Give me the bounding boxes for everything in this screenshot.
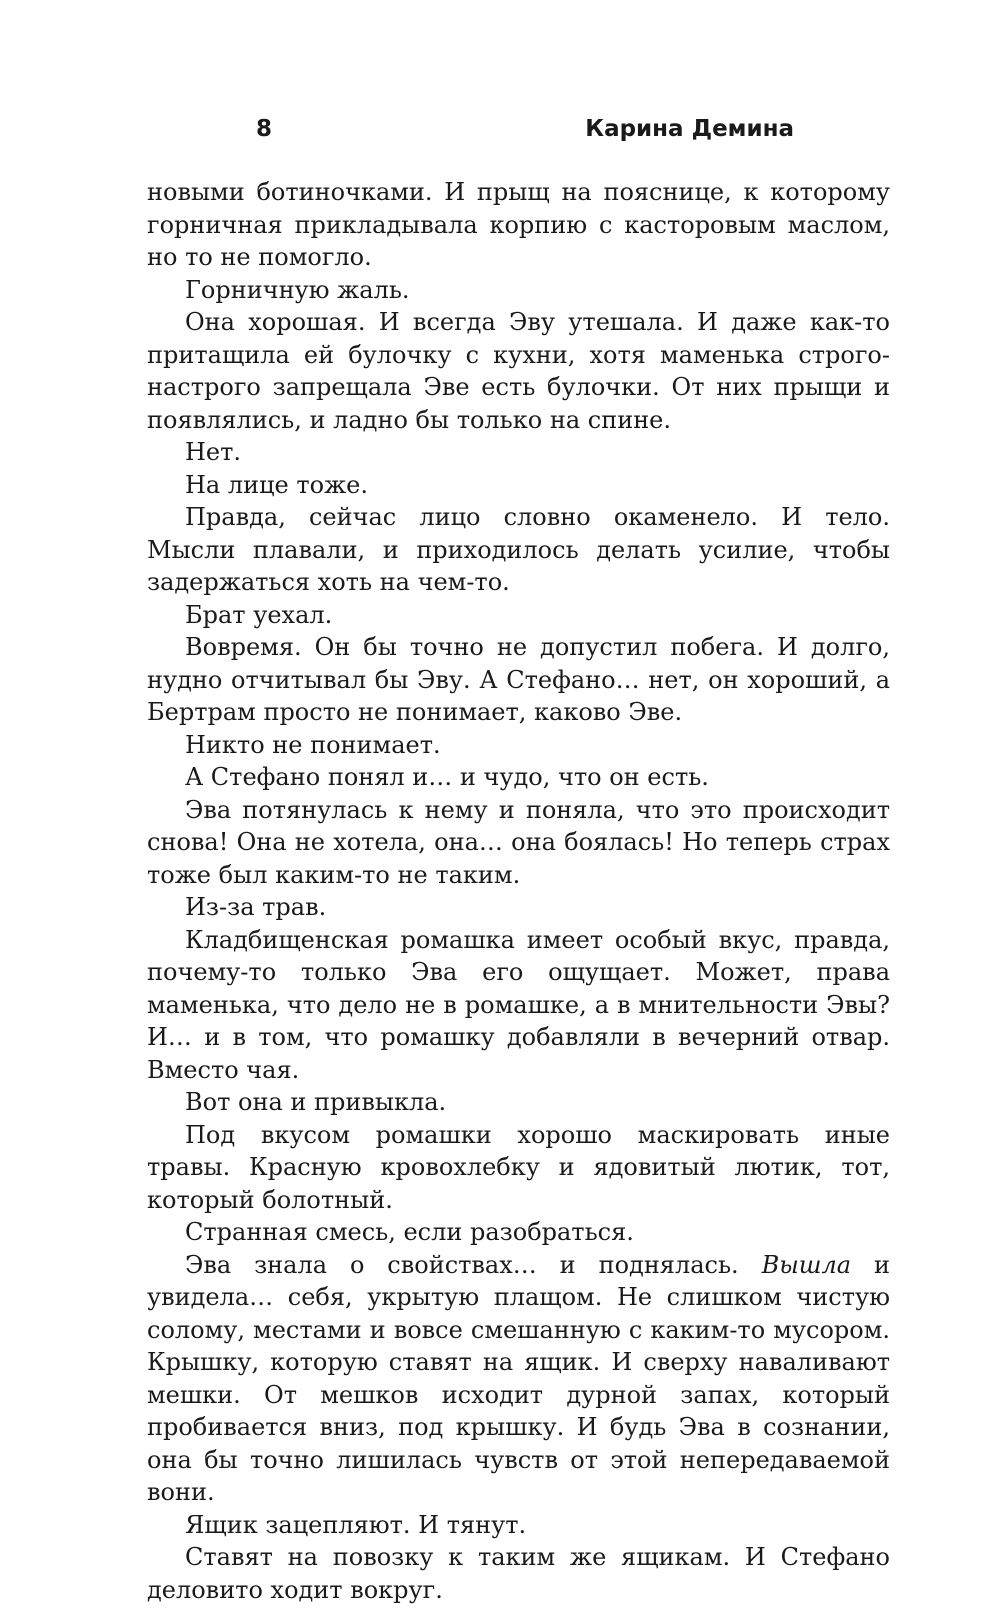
text-run: и увидела… себя, укрытую плащом. Не слишком чистую солому, местами и вовсе смешанную с каким-то мусором. Крышку, которую ставят на ящик. И сверху наваливают мешки. От мешков исходит дурной запах, который пробивается вниз, под крышку. И будь Эва в сознании, она бы точно лишилась чувств от этой непередаваемой вони.	[147, 1250, 891, 1506]
paragraph: Она хорошая. И всегда Эву утешала. И даже как-то притащила ей булочку с кухни, хотя маменька строго-настрого запрещала Эве есть булочки. От них прыщи и появлялись, и ладно бы только на спине.	[147, 308, 890, 434]
paragraph: А Стефано понял и… и чудо, что он есть.	[185, 763, 709, 791]
paragraph: Под вкусом ромашки хорошо маскировать иные травы. Красную кровохлебку и ядовитый лютик, тот, который болотный.	[147, 1120, 890, 1214]
paragraph: Вовремя. Он бы точно не допустил побега. И долго, нудно отчитывал бы Эву. А Стефано… нет, он хороший, а Бертрам просто не понимает, каково Эве.	[147, 633, 890, 726]
paragraph: Никто не понимает.	[185, 730, 441, 759]
paragraph: Странная смесь, если разобраться.	[185, 1218, 634, 1246]
body-text	[147, 176, 890, 1606]
paragraph: Ставят на повозку к таким же ящикам. И Стефано деловито ходит вокруг.	[147, 1543, 890, 1604]
text-run: Эва знала о свойствах… и поднялась.	[185, 1250, 739, 1279]
author-name: Карина Демина	[585, 116, 794, 142]
page-number: 8	[256, 116, 273, 142]
paragraph: Вот она и привыкла.	[185, 1088, 447, 1116]
paragraph: Ящик зацепляют. И тянут.	[185, 1510, 527, 1539]
paragraph: новыми ботиночками. И прыщ на пояснице, к которому горничная прикладывала корпию с касторовым маслом, но то не помогло.	[147, 178, 890, 271]
paragraph: На лице тоже.	[185, 470, 369, 499]
paragraph: Кладбищенская ромашка имеет особый вкус, правда, почему-то только Эва его ощущает. Может, права маменька, что дело не в ромашке, а в мнительности Эвы? И… и в том, что ромашку добавляли в вечерний отвар. Вместо чая.	[147, 925, 890, 1084]
paragraph: Нет.	[185, 438, 242, 466]
italic-word: Вышла	[761, 1250, 852, 1279]
paragraph: Брат уехал.	[185, 600, 333, 629]
paragraph: Из-за трав.	[185, 893, 327, 921]
paragraph: Эва потянулась к нему и поняла, что это происходит снова! Она не хотела, она… она боялась! Но теперь страх тоже был каким-то не таким.	[147, 795, 890, 889]
paragraph: Правда, сейчас лицо словно окаменело. И тело. Мысли плавали, и приходилось делать усилие, чтобы задержаться хоть на чем-то.	[147, 503, 890, 596]
paragraph-with-italic	[147, 1249, 890, 1509]
paragraph: Горничную жаль.	[185, 275, 410, 304]
